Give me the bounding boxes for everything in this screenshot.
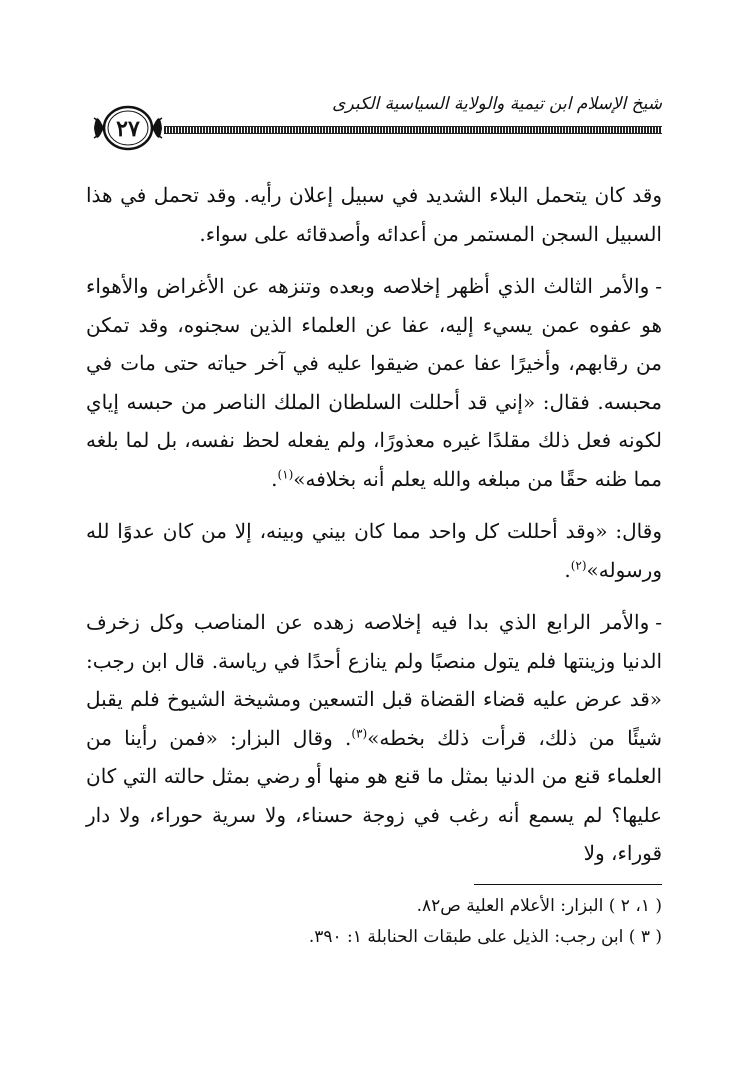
paragraph-3-text: وقال: «وقد أحللت كل واحد مما كان بيني وبينه، إلا من كان عدوًا لله ورسوله» xyxy=(86,519,662,582)
footnote-2-ref: ( ٣ ) xyxy=(628,927,662,947)
page-header xyxy=(92,92,662,156)
footnote-ref-3: (٣) xyxy=(351,725,368,740)
footnote-1 xyxy=(86,891,662,922)
bullet-dash: - xyxy=(655,610,662,634)
footnote-2-text: ابن رجب: الذيل على طبقات الحنابلة ١: ٣٩٠. xyxy=(308,927,624,947)
page-number: ٢٧ xyxy=(116,116,140,142)
paragraph-4-text-a: والأمر الرابع الذي بدا فيه إخلاصه زهده عن المناصب وكل زخرف الدنيا وزينتها فلم يتول منصبًا ولم ينازع أحدًا في رياسة. قال ابن رجب: «قد عرض عليه قضاء القضاة قبل التسعين ومشيخة الشيوخ فلم يقبل شيئًا من ذلك، قرأت ذلك بخطه» xyxy=(86,610,662,750)
header-ornamental-rule xyxy=(164,126,662,134)
paragraph-4-text-b: . وقال البزار: «فمن رأينا من العلماء قنع من الدنيا بمثل ما قنع هو منها أو رضي بمثل حالته التي كان عليها؟ لم يسمع أنه رغب في زوجة حسناء، ولا سرية حوراء، ولا دار قوراء، ولا xyxy=(86,725,662,865)
main-text xyxy=(86,176,662,873)
paragraph-1-text: وقد كان يتحمل البلاء الشديد في سبيل إعلان رأيه. وقد تحمل في هذا السبيل السجن المستمر من أعدائه وأصدقائه على سواء. xyxy=(86,183,662,246)
paragraph-1 xyxy=(86,176,662,253)
footnote-separator xyxy=(474,884,662,885)
footnote-ref-1: (١) xyxy=(277,466,294,481)
footnote-1-text: البزار: الأعلام العلية ص٨٢. xyxy=(416,896,604,916)
page-number-ornament xyxy=(92,102,164,154)
running-title: شيخ الإسلام ابن تيمية والولاية السياسية الكبرى xyxy=(332,94,662,114)
footnotes xyxy=(86,884,662,953)
footnote-2 xyxy=(86,922,662,953)
bullet-dash: - xyxy=(655,274,662,298)
paragraph-2: -والأمر الثالث الذي أظهر إخلاصه وبعده وتنزهه عن الأغراض والأهواء هو عفوه عمن يسيء إليه، عفا عن العلماء الذين سجنوه، وقد تمكن من رقابهم، وأخيرًا عفا عمن ضيقوا عليه في آخر حياته حتى مات في محبسه. فقال: «إني قد أحللت السلطان الملك الناصر من حبسه إياي لكونه فعل ذلك مقلدًا غيره معذورًا، ولم يفعله لحظ نفسه، بل لما بلغه مما ظنه حقًا من مبلغه والله يعلم أنه بخلافه»$^{(١)}$. xyxy=(86,274,662,491)
footnote-1-ref: ( ١، ٢ ) xyxy=(608,896,662,916)
paragraph-4 xyxy=(86,603,662,873)
footnote-ref-2: (٢) xyxy=(570,557,587,572)
paragraph-3: وقال: «وقد أحللت كل واحد مما كان بيني وبينه، إلا من كان عدوًا لله ورسوله»$^{(٢)}$. xyxy=(86,519,662,582)
paragraph-2-text: والأمر الثالث الذي أظهر إخلاصه وبعده وتنزهه عن الأغراض والأهواء هو عفوه عمن يسيء إليه، عفا عن العلماء الذين سجنوه، وقد تمكن من رقابهم، وأخيرًا عفا عمن ضيقوا عليه في آخر حياته حتى مات في محبسه. فقال: «إني قد أحللت السلطان الملك الناصر من حبسه إياي لكونه فعل ذلك مقلدًا غيره معذورًا، ولم يفعله لحظ نفسه، بل لما بلغه مما ظنه حقًا من مبلغه والله يعلم أنه بخلافه» xyxy=(86,274,662,491)
